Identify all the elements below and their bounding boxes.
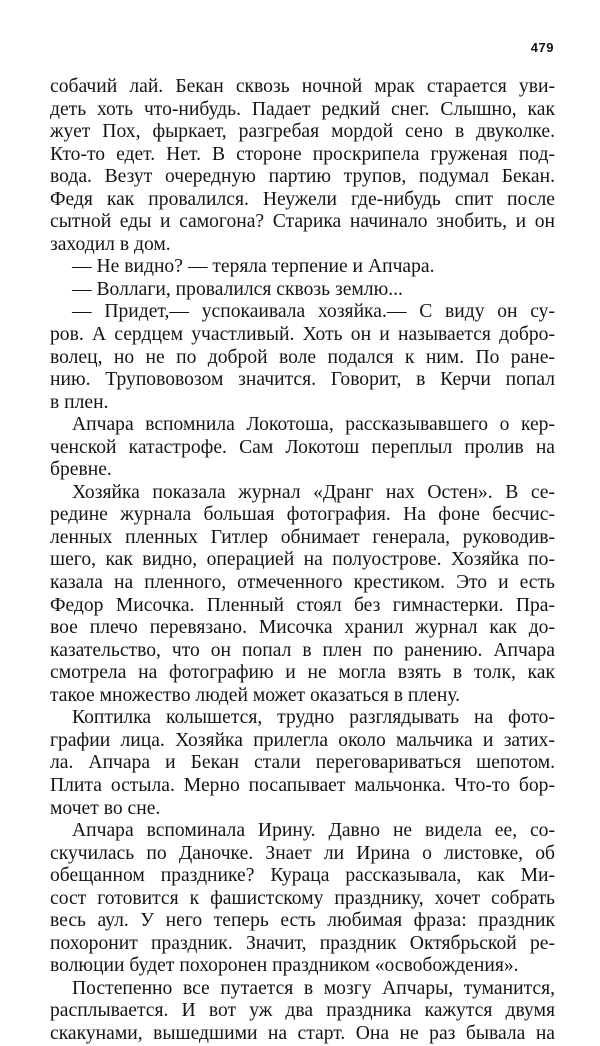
- text-line: заходил в дом.: [50, 233, 171, 255]
- text-line: Хозяйка показала журнал «Дранг нах Остен». В се-: [72, 481, 555, 503]
- text-line: волюции будет похоронен праздником «освобождения».: [50, 955, 519, 977]
- text-line: в плен.: [50, 391, 109, 413]
- text-line: Коптилка колышется, трудно разглядывать на фото-: [72, 707, 555, 729]
- text-line: бревне.: [50, 459, 112, 481]
- text-line: скакунами, вышедшими на старт. Она не раз бывала на: [50, 1022, 555, 1044]
- text-line: ров. А сердцем участливый. Хоть он и называется добро-: [50, 324, 555, 346]
- text-line: Плита остыла. Мерно посапывает мальчонка. Что-то бор-: [50, 774, 555, 796]
- text-line: Апчара вспоминала Ирину. Давно не видела ее, со-: [72, 820, 555, 842]
- text-line: скучилась по Даночке. Знает ли Ирина о листовке, об: [50, 842, 555, 864]
- text-line: графии лица. Хозяйка прилегла около мальчика и затих-: [50, 729, 555, 751]
- text-line: расплывается. И вот уж два праздника кажутся двумя: [50, 1000, 555, 1022]
- text-line: редине журнала большая фотография. На фоне бесчис-: [50, 504, 555, 526]
- text-line: нию. Трупововозом значится. Говорит, в Керчи попал: [50, 369, 555, 391]
- text-line: жует Пох, фыркает, разгребая мордой сено в двуколке.: [50, 121, 555, 143]
- text-line: — Придет,— успокаивала хозяйка.— С виду он су-: [72, 301, 555, 323]
- text-line: Федор Мисочка. Пленный стоял без гимнастерки. Пра-: [50, 594, 555, 616]
- text-line: весь аул. У него теперь есть любимая фраза: праздник: [50, 910, 555, 932]
- text-line: похоронит праздник. Значит, праздник Октябрьской ре-: [50, 932, 555, 954]
- body-text: [50, 76, 555, 1046]
- text-line: казательство, что он попал в плен по ранению. Апчара: [50, 639, 555, 661]
- text-line: казала на пленного, отмеченного крестиком. Это и есть: [50, 572, 555, 594]
- text-line: сытной еды и самогона? Старика начинало знобить, и он: [50, 211, 555, 233]
- text-line: волец, но не по доброй воле подался к ним. По ране-: [50, 346, 555, 368]
- text-line: мочет во сне.: [50, 797, 161, 819]
- text-line: обещанном празднике? Кураца рассказывала, как Ми-: [50, 865, 555, 887]
- text-line: ла. Апчара и Бекан стали переговариваться шепотом.: [50, 752, 555, 774]
- text-line: собачий лай. Бекан сквозь ночной мрак старается уви-: [50, 76, 555, 97]
- text-line: ченской катастрофе. Сам Локотош переплыл пролив на: [50, 436, 555, 458]
- text-line: сост готовится к фашистскому празднику, хочет собрать: [50, 887, 555, 909]
- text-line: Апчара вспомнила Локотоша, рассказывавшего о кер-: [72, 414, 555, 436]
- text-line: — Не видно? — теряла терпение и Апчара.: [72, 256, 435, 278]
- text-line: деть хоть что-нибудь. Падает редкий снег. Слышно, как: [50, 98, 555, 120]
- text-line: Федя как провалился. Неужели где-нибудь спит после: [50, 188, 555, 210]
- page-number: 479: [530, 40, 554, 55]
- text-line: смотрела на фотографию и не могла взять в толк, как: [50, 662, 555, 684]
- text-line: Постепенно все путается в мозгу Апчары, туманится,: [72, 977, 555, 999]
- text-line: такое множество людей может оказаться в плену.: [50, 684, 461, 706]
- text-line: Кто-то едет. Нет. В стороне проскрипела груженая под-: [50, 143, 555, 165]
- text-line: ленных пленных Гитлер обнимает генерала, руководив-: [50, 526, 555, 548]
- text-line: — Воллаги, провалился сквозь землю...: [72, 278, 403, 300]
- text-line: шего, как видно, операцией на полуострове. Хозяйка по-: [50, 549, 555, 571]
- text-line: вода. Везут очередную партию трупов, подумал Бекан.: [50, 166, 555, 188]
- text-line: вое плечо перевязано. Мисочка хранил журнал как до-: [50, 617, 555, 639]
